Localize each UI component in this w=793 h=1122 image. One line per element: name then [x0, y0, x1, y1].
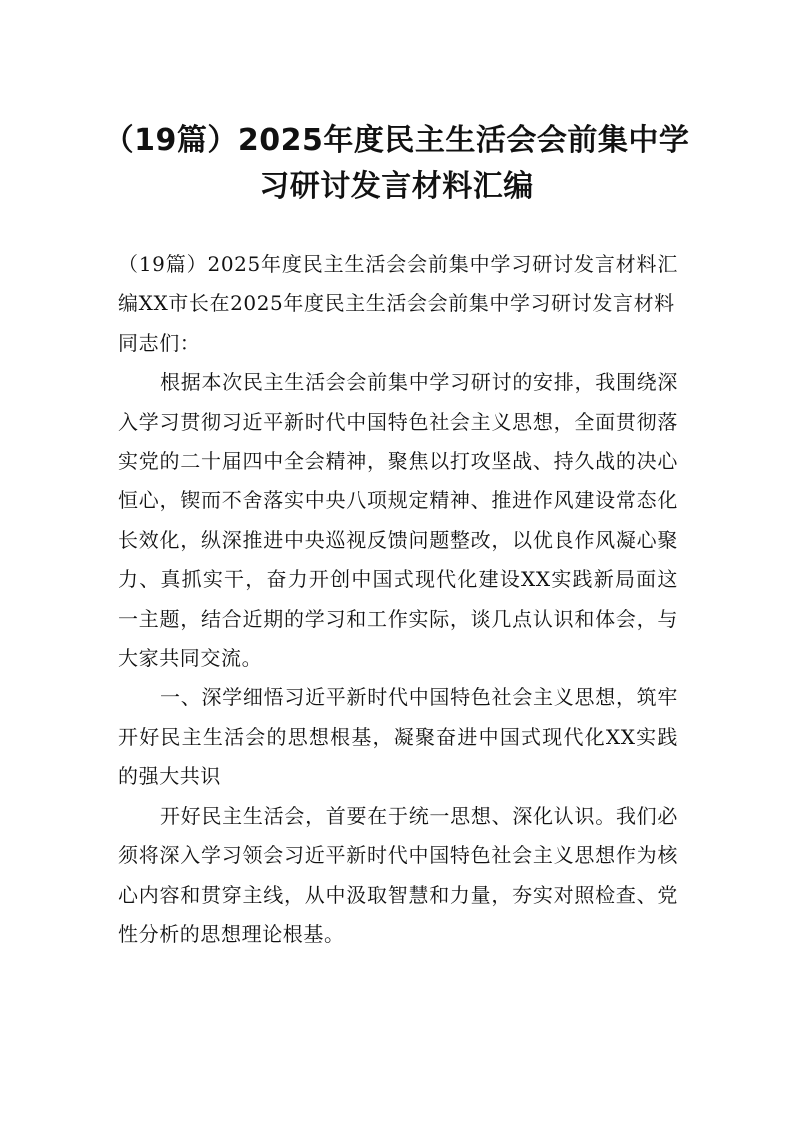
section-heading: 一、深学细悟习近平新时代中国特色社会主义思想，筑牢开好民主生活会的思想根基，凝聚奋进中国式现代化XX实践的强大共识	[118, 685, 678, 789]
body-paragraph: 根据本次民主生活会会前集中学习研讨的安排，我围绕深入学习贯彻习近平新时代中国特色社会主义思想，全面贯彻落实党的二十届四中全会精神，聚焦以打攻坚战、持久战的决心恒心，锲而不舍落实中央八项规定精神、推进作风建设常态化长效化，纵深推进中央巡视反馈问题整改，以优良作风凝心聚力、真抓实干，奋力开创中国式现代化建设XX实践新局面这一主题，结合近期的学习和工作实际，谈几点认识和体会，与大家共同交流。	[118, 370, 678, 671]
salutation: 同志们：	[118, 330, 201, 355]
document-title: （19篇）2025年度民主生活会会前集中学习研讨发言材料汇编	[103, 123, 690, 204]
intro-paragraph: （19篇）2025年度民主生活会会前集中学习研讨发言材料汇编XX市长在2025年度民主生活会会前集中学习研讨发言材料	[118, 252, 678, 316]
document-body	[118, 245, 678, 954]
body-paragraph: 开好民主生活会，首要在于统一思想、深化认识。我们必须将深入学习领会习近平新时代中国特色社会主义思想作为核心内容和贯穿主线，从中汲取智慧和力量，夯实对照检查、党性分析的思想理论根基。	[118, 803, 678, 946]
